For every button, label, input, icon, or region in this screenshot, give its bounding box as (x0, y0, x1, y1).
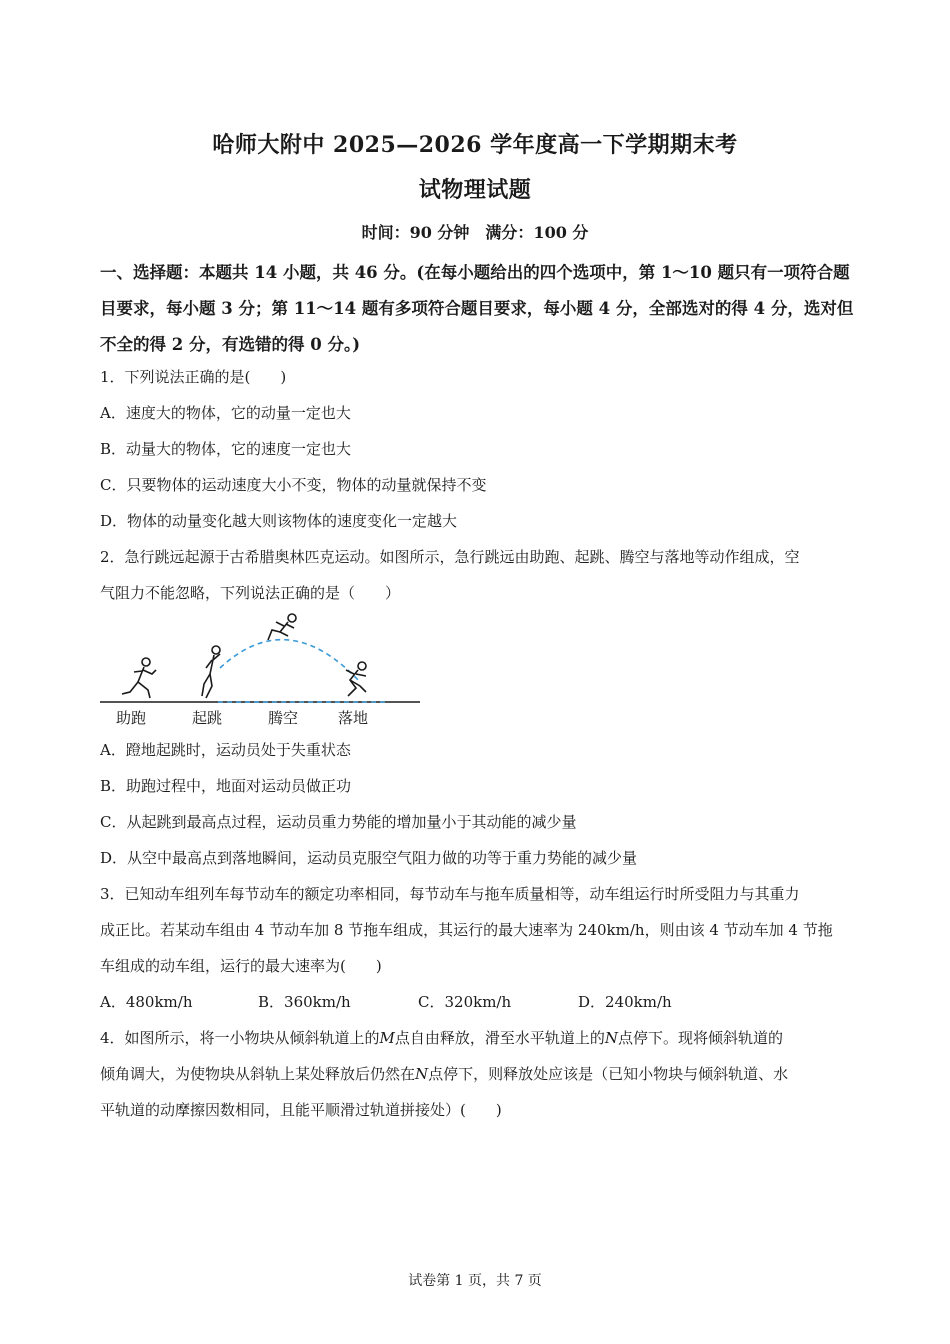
point-n-label: N (415, 1065, 429, 1083)
q4-text: 倾角调大，为使物块从斜轨上某处释放后仍然在 (100, 1065, 416, 1083)
runner-figure (122, 658, 156, 698)
q3-stem-line3: 车组成的动车组，运行的最大速率为( ) (100, 957, 382, 975)
page-footer: 试卷第 1 页，共 7 页 (408, 1273, 542, 1289)
q3-stem-line2: 成正比。若某动车组由 4 节动车加 8 节拖车组成，其运行的最大速率为 240km/h，则由该 4 节动车加 4 节拖 (100, 921, 833, 939)
exam-time-score: 时间：90 分钟 满分：100 分 (361, 223, 589, 242)
q2-option-d: D．从空中最高点到落地瞬间，运动员克服空气阻力做的功等于重力势能的减少量 (100, 849, 638, 867)
figure-label-run: 助跑 (116, 709, 147, 727)
long-jump-figure (98, 610, 428, 735)
q3-option-a: A．480km/h (100, 993, 193, 1011)
q4-stem-line1 (100, 1027, 783, 1048)
q1-option-d: D．物体的动量变化越大则该物体的速度变化一定越大 (100, 512, 458, 530)
q4-text: 点自由释放，滑至水平轨道上的 (394, 1029, 605, 1047)
q3-option-b: B．360km/h (258, 993, 351, 1011)
q2-stem-line2: 气阻力不能忽略，下列说法正确的是（ ） (100, 584, 401, 602)
q3-option-c: C．320km/h (418, 993, 512, 1011)
q1-option-c: C．只要物体的运动速度大小不变，物体的动量就保持不变 (100, 476, 487, 494)
q2-option-b: B．助跑过程中，地面对运动员做正功 (100, 777, 352, 795)
flight-figure (268, 614, 296, 640)
q1-option-b: B．动量大的物体，它的速度一定也大 (100, 440, 352, 458)
figure-label-flight: 腾空 (268, 709, 299, 727)
landing-figure (346, 662, 366, 696)
q2-option-c: C．从起跳到最高点过程，运动员重力势能的增加量小于其动能的减少量 (100, 813, 577, 831)
q1-option-a: A．速度大的物体，它的动量一定也大 (100, 404, 351, 422)
takeoff-figure (202, 646, 220, 698)
exam-title-line1: 哈师大附中 2025—2026 学年度高一下学期期末考 (212, 132, 738, 158)
q1-stem: 1．下列说法正确的是( ) (100, 368, 287, 386)
exam-title-line2: 试物理试题 (418, 177, 532, 203)
q4-text: 4．如图所示，将一小物块从倾斜轨道上的 (100, 1029, 380, 1047)
q4-text: 点停下，则释放处应该是（已知小物块与倾斜轨道、水 (428, 1065, 789, 1083)
q3-stem-line1: 3．已知动车组列车每节动车的额定功率相同，每节动车与拖车质量相等，动车组运行时所受阻力与其重力 (100, 885, 800, 903)
q3-option-d: D．240km/h (578, 993, 672, 1011)
q4-stem-line2 (100, 1063, 788, 1084)
point-n-label: N (604, 1029, 619, 1047)
q4-text: 点停下。现将倾斜轨道的 (618, 1029, 784, 1047)
point-m-label: M (379, 1029, 395, 1047)
q2-option-a: A．蹬地起跳时，运动员处于失重状态 (100, 741, 351, 759)
q4-stem-line3: 平轨道的动摩擦因数相同，且能平顺滑过轨道拼接处）( ) (100, 1101, 502, 1119)
figure-label-takeoff: 起跳 (192, 709, 223, 727)
figure-label-landing: 落地 (338, 709, 369, 727)
q2-stem-line1: 2．急行跳远起源于古希腊奥林匹克运动。如图所示，急行跳远由助跑、起跳、腾空与落地等动作组成，空 (100, 548, 800, 566)
section-heading: 一、选择题：本题共 14 小题，共 46 分。(在每小题给出的四个选项中，第 1～10 题只有一项符合题目要求，每小题 3 分；第 11～14 题有多项符合题目要求，每小题 4 分，全部选对的得 4 分，选对但不全的得 2 分，有选错的得 0 分。) (100, 263, 854, 354)
